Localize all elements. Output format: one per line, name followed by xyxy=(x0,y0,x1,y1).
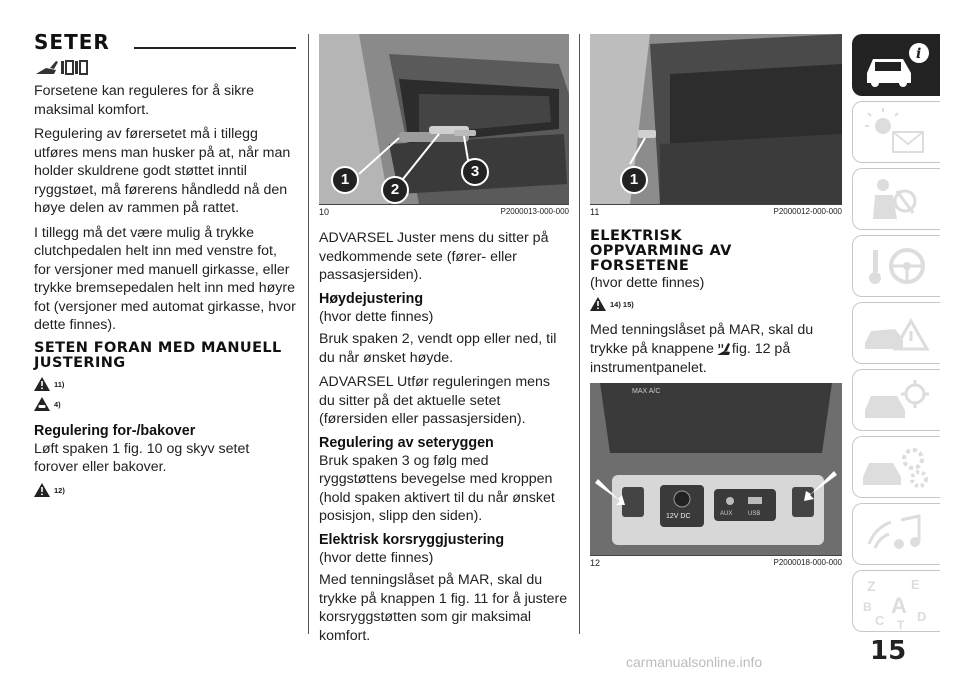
warning-ref: 11) xyxy=(34,377,296,397)
airbag-icon xyxy=(853,169,941,229)
ac-label: MAX A/C xyxy=(632,388,661,395)
lumbar-text: Med tenningslåset på MAR, skal du trykke på knappen 1 fig. 11 for å justere korsryggstøtten som gir maksimal komfort. xyxy=(319,572,568,644)
12v-label: 12V DC xyxy=(666,513,691,520)
height-note: (hvor dette finnes) xyxy=(319,308,434,325)
intro-paragraph: Forsetene kan reguleres for å sikre maksimal komfort. xyxy=(34,83,255,118)
callout-2: 2 xyxy=(381,176,409,204)
column-1 xyxy=(34,58,296,503)
backrest-text: Bruk spaken 3 og følg med ryggstøttens bevegelse med kroppen (hold spaken aktivert til du når ønsket posisjon, slipp den siden). xyxy=(319,452,555,524)
music-signal-icon xyxy=(853,504,941,564)
callout-3: 3 xyxy=(461,158,489,186)
aux-label: AUX xyxy=(720,511,733,517)
warning-icon xyxy=(34,483,50,497)
advarsel-1: ADVARSEL Juster mens du sitter på vedkommende sete (fører- eller passasjersiden). xyxy=(319,230,549,283)
callout-1: 1 xyxy=(331,166,359,194)
tab-car-info[interactable] xyxy=(852,34,940,96)
caution-ref: 4) xyxy=(34,397,296,417)
figure-12-heater-buttons xyxy=(590,383,842,555)
warning-ref: 12) xyxy=(34,483,296,503)
warning-ref: 14) 15) xyxy=(590,297,842,317)
warning-icon xyxy=(590,297,606,311)
subsection-backrest: Regulering av seteryggen xyxy=(319,434,494,451)
alphabet-index-icon xyxy=(853,571,941,631)
usb-label: USB xyxy=(748,511,761,517)
page-title: SETER xyxy=(34,30,110,54)
svg-text:i: i xyxy=(916,46,922,62)
tab-emergency[interactable] xyxy=(852,302,940,364)
seat-manual-icon xyxy=(34,58,296,82)
column-divider xyxy=(579,34,580,634)
chapter-tabs xyxy=(852,34,940,637)
tab-multimedia[interactable] xyxy=(852,503,940,565)
subsection-fore-aft: Regulering for-/bakover xyxy=(34,422,196,439)
subsection-height: Høydejustering xyxy=(319,290,424,307)
section-title-heating: ELEKTRISK OPPVARMING AV FORSETENE xyxy=(590,228,732,274)
tab-safety[interactable] xyxy=(852,168,940,230)
lights-envelope-icon xyxy=(853,102,941,162)
page-number: 15 xyxy=(870,636,907,666)
fore-aft-text: Løft spaken 1 fig. 10 og skyv setet forover eller bakover. xyxy=(34,440,250,475)
car-service-icon xyxy=(853,370,941,430)
heating-note: (hvor dette finnes) xyxy=(590,275,705,291)
figure-caption: 12 P2000018-000-000 xyxy=(590,555,842,572)
section-title-manual: SETEN FORAN MED MANUELL JUSTERING xyxy=(34,339,282,371)
index-letter: A xyxy=(891,593,907,618)
column-3 xyxy=(590,34,842,572)
tab-maintenance[interactable] xyxy=(852,369,940,431)
advarsel-2: ADVARSEL Utfør reguleringen mens du sitter på det aktuelle setet (førersiden eller passasjersiden). xyxy=(319,374,551,427)
lumbar-note: (hvor dette finnes) xyxy=(319,549,434,566)
index-letter: E xyxy=(911,577,920,592)
height-text: Bruk spaken 2, vendt opp eller ned, til du når ønsket høyde. xyxy=(319,331,557,366)
driver-seat-paragraph: Regulering av førersetet må i tillegg utføres mens man husker på at, når man holder skuldrene godt støttet inntil ryggstøet, må førerens håndledd nå den høye delen av rammen på rattet. xyxy=(34,126,291,216)
column-divider xyxy=(308,34,309,634)
figure-11-lumbar-button xyxy=(590,34,842,204)
callout-1: 1 xyxy=(620,166,648,194)
figure-caption: 11 P2000012-000-000 xyxy=(590,204,842,221)
caution-car-icon xyxy=(34,397,50,411)
warning-icon xyxy=(34,377,50,391)
seat-heater-icon xyxy=(714,339,732,357)
pedal-paragraph: I tillegg må det være mulig å trykke clutchpedalen helt inn med venstre fot, for versjoner med manuell girkasse, eller trykke bremsepedalen helt inn med høyre fot (versjoner med automat girkasse, hvor dette finnes). xyxy=(34,224,296,333)
breakdown-warning-icon xyxy=(853,303,941,363)
tab-technical-data[interactable] xyxy=(852,436,940,498)
figure-10-seat-levers xyxy=(319,34,569,204)
index-letter: T xyxy=(897,618,905,631)
tab-dashboard-lights[interactable] xyxy=(852,101,940,163)
column-2 xyxy=(319,34,569,651)
index-letter: Z xyxy=(867,578,876,594)
title-rule xyxy=(134,47,296,49)
key-steering-icon xyxy=(853,236,941,296)
index-letter: C xyxy=(875,613,885,628)
heating-text: Med tenningslåset på MAR, skal du trykke på knappene fig. 12 på instrumentpanelet. xyxy=(590,321,814,376)
tab-index[interactable] xyxy=(852,570,940,632)
figure-caption: 10 P2000013-000-000 xyxy=(319,204,569,221)
index-letter: B xyxy=(863,600,872,614)
car-gears-icon xyxy=(853,437,941,497)
car-info-icon xyxy=(853,35,941,95)
tab-starting-driving[interactable] xyxy=(852,235,940,297)
index-letter: D xyxy=(917,609,927,624)
watermark: carmanualsonline.info xyxy=(626,654,763,670)
subsection-lumbar: Elektrisk korsryggjustering xyxy=(319,531,505,548)
